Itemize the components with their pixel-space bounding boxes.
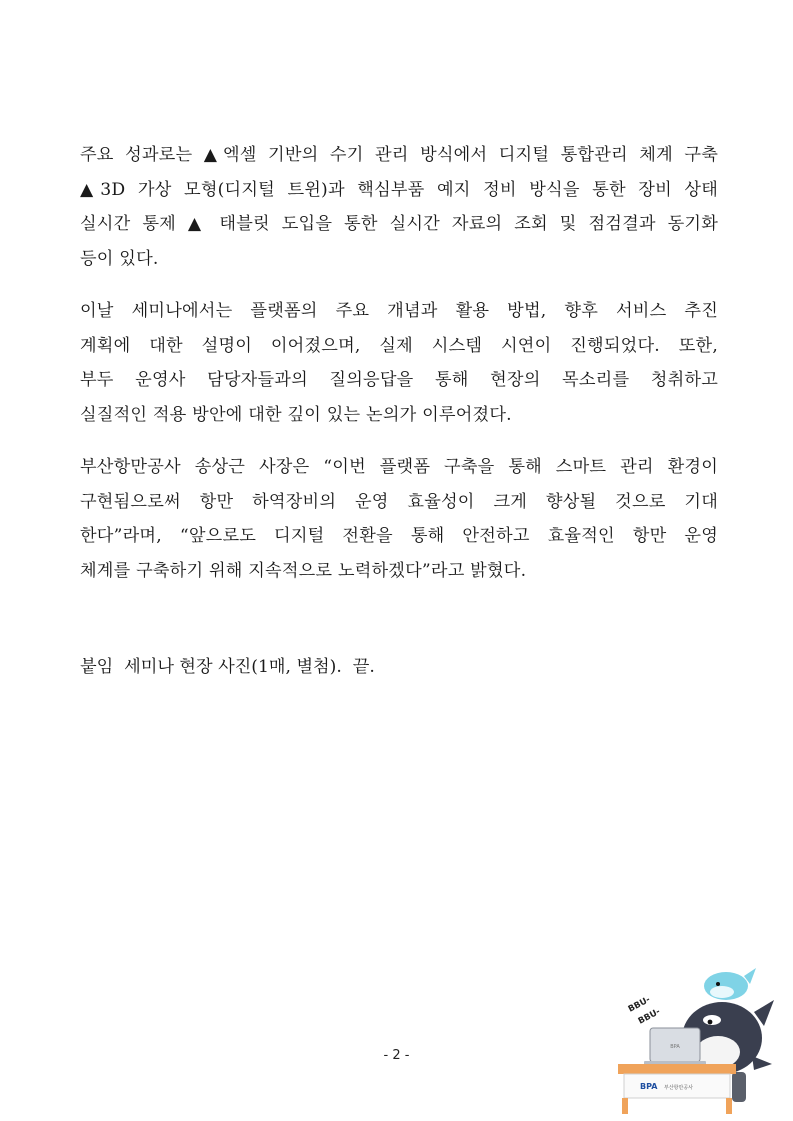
speech-text: BBU-: [626, 994, 653, 1015]
text-line: 부두 운영사 담당자들과의 질의응답을 통해 현장의 목소리를 청취하고: [80, 370, 718, 391]
text-line: 체계를 구축하기 위해 지속적으로 노력하겠다”라고 밝혔다.: [80, 560, 527, 581]
text-line: 한다”라며, “앞으로도 디지털 전환을 통해 안전하고 효율적인 항만 운영: [80, 526, 718, 547]
desk-icon: [618, 1064, 736, 1074]
text-line: 주요 성과로는 ▲엑셀 기반의 수기 관리 방식에서 디지털 통합관리 체계 구축: [80, 145, 718, 165]
mascot-illustration: [614, 960, 784, 1116]
text-line: ▲3D 가상 모형(디지털 트윈)과 핵심부품 예지 정비 방식을 통한 장비 상태: [80, 179, 718, 200]
desk-logo: BPA: [640, 1082, 658, 1091]
text-line: 등이 있다.: [80, 248, 159, 269]
laptop-label: BPA: [670, 1044, 680, 1050]
text-line: 이날 세미나에서는 플랫폼의 주요 개념과 활용 방법, 향후 서비스 추진: [80, 301, 718, 321]
text-line: 실질적인 적용 방안에 대한 깊이 있는 논의가 이루어졌다.: [80, 404, 512, 425]
paragraph-seminar: [80, 294, 718, 432]
chair-icon: [732, 1072, 746, 1102]
page-number: - 2 -: [383, 1048, 410, 1063]
attachment-note: 붙임 세미나 현장 사진(1매, 별첨). 끝.: [80, 657, 375, 677]
paragraph-achievements: [80, 138, 718, 276]
text-line: 계획에 대한 설명이 이어졌으며, 실제 시스템 시연이 진행되었다. 또한,: [80, 335, 718, 356]
text-line: 부산항만공사 송상근 사장은 “이번 플랫폼 구축을 통해 스마트 관리 환경이: [80, 457, 718, 477]
speech-text: BBU-: [636, 1006, 663, 1027]
text-line: 구현됨으로써 항만 하역장비의 운영 효율성이 크게 향상될 것으로 기대: [80, 491, 718, 512]
desk-logo-sub: 부산항만공사: [664, 1085, 693, 1091]
paragraph-ceo-quote: [80, 450, 718, 588]
text-line: 실시간 통제 ▲ 태블릿 도입을 통한 실시간 자료의 조회 및 점검결과 동기화: [80, 214, 718, 235]
